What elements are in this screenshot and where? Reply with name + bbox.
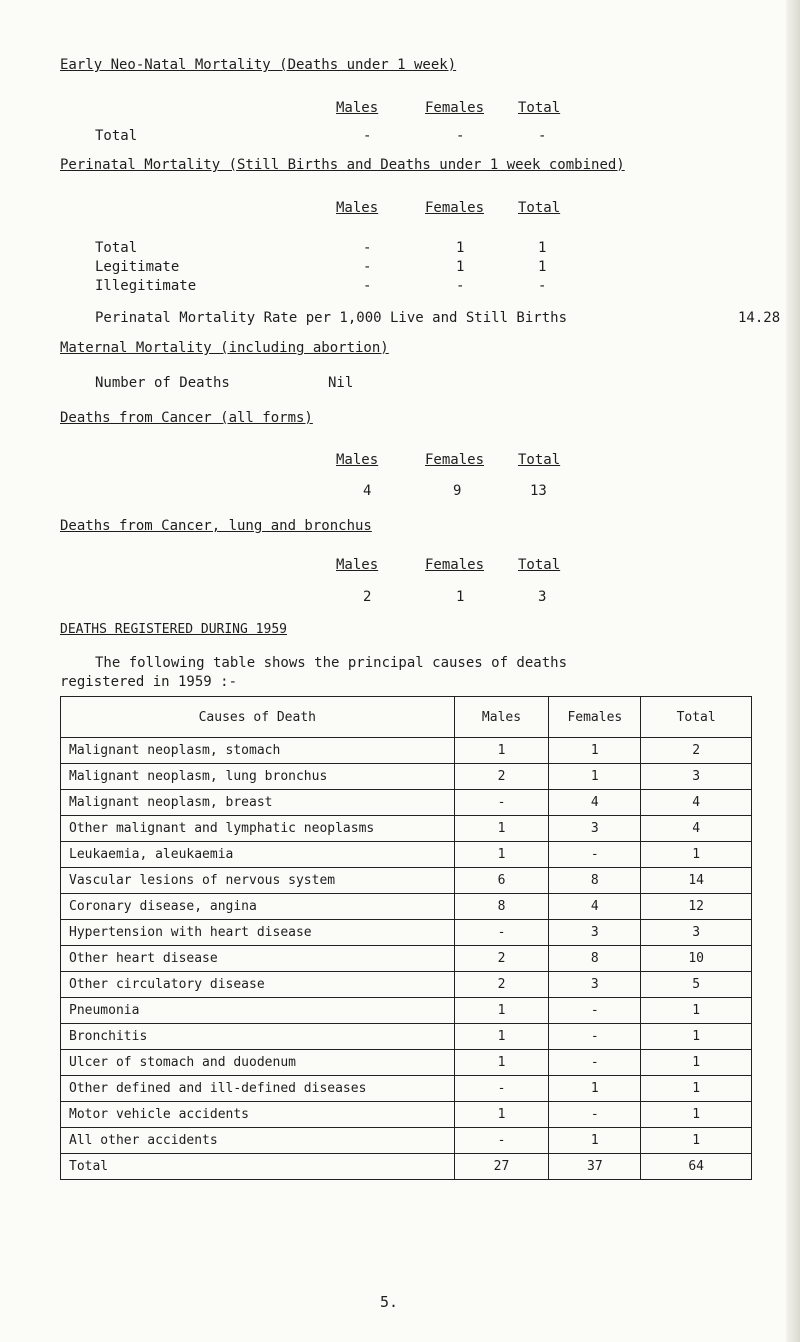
table-header-row	[61, 697, 752, 738]
cell-males: 1	[454, 998, 549, 1024]
table-row	[61, 842, 752, 868]
table-row	[61, 894, 752, 920]
table-row	[61, 1050, 752, 1076]
table-row	[61, 998, 752, 1024]
cell-males: 6	[454, 868, 549, 894]
neo-natal-header-males: Males	[336, 100, 379, 116]
cell-males: -	[454, 920, 549, 946]
neo-natal-total: -	[538, 128, 547, 144]
cell-total: 1	[641, 1050, 752, 1076]
total-males: 27	[454, 1154, 549, 1180]
cancer-all-header-females: Females	[425, 452, 485, 468]
cancer-lung-title: Deaths from Cancer, lung and bronchus	[60, 518, 372, 534]
perinatal-title: Perinatal Mortality (Still Births and Deaths under 1 week combined)	[60, 157, 625, 173]
cell-total: 3	[641, 920, 752, 946]
cell-total: 1	[641, 842, 752, 868]
cell-females: 3	[549, 816, 641, 842]
table-total-row	[61, 1154, 752, 1180]
header-cause: Causes of Death	[61, 697, 455, 738]
perinatal-row-males: -	[363, 278, 372, 294]
cell-total: 3	[641, 764, 752, 790]
cell-males: 1	[454, 1050, 549, 1076]
neo-natal-total-label: Total	[95, 128, 138, 144]
maternal-value: Nil	[328, 375, 354, 391]
table-row	[61, 920, 752, 946]
cancer-all-total: 13	[530, 483, 547, 499]
cell-total: 4	[641, 790, 752, 816]
cell-males: 1	[454, 738, 549, 764]
cell-males: 1	[454, 1102, 549, 1128]
table-row	[61, 790, 752, 816]
cell-cause: Other circulatory disease	[61, 972, 455, 998]
total-females: 37	[549, 1154, 641, 1180]
cancer-lung-total: 3	[538, 589, 547, 605]
perinatal-row-label: Legitimate	[95, 259, 180, 275]
perinatal-row-females: -	[456, 278, 465, 294]
cell-females: 1	[549, 1128, 641, 1154]
perinatal-rate-label: Perinatal Mortality Rate per 1,000 Live and Still Births	[95, 310, 568, 326]
table-row	[61, 1076, 752, 1102]
maternal-label: Number of Deaths	[95, 375, 230, 391]
cell-cause: Leukaemia, aleukaemia	[61, 842, 455, 868]
page-edge-shadow	[786, 0, 800, 1342]
cell-males: 2	[454, 764, 549, 790]
cell-total: 1	[641, 1102, 752, 1128]
maternal-title: Maternal Mortality (including abortion)	[60, 340, 389, 356]
cell-males: 8	[454, 894, 549, 920]
cell-males: -	[454, 1076, 549, 1102]
cancer-all-females: 9	[453, 483, 462, 499]
cell-total: 12	[641, 894, 752, 920]
perinatal-row-females: 1	[456, 259, 465, 275]
perinatal-row-label: Total	[95, 240, 138, 256]
neo-natal-header-total: Total	[518, 100, 561, 116]
cell-total: 2	[641, 738, 752, 764]
table-row	[61, 764, 752, 790]
cell-cause: Other malignant and lymphatic neoplasms	[61, 816, 455, 842]
header-males: Males	[454, 697, 549, 738]
cell-males: 2	[454, 972, 549, 998]
cell-females: 3	[549, 972, 641, 998]
cancer-lung-header-males: Males	[336, 557, 379, 573]
cell-females: 4	[549, 790, 641, 816]
cell-males: -	[454, 1128, 549, 1154]
cell-females: 4	[549, 894, 641, 920]
perinatal-header-females: Females	[425, 200, 485, 216]
table-row	[61, 1024, 752, 1050]
cell-total: 4	[641, 816, 752, 842]
neo-natal-males: -	[363, 128, 372, 144]
cell-females: -	[549, 1050, 641, 1076]
header-females: Females	[549, 697, 641, 738]
neo-natal-header-females: Females	[425, 100, 485, 116]
cell-females: 1	[549, 738, 641, 764]
table-row	[61, 816, 752, 842]
cell-total: 1	[641, 1076, 752, 1102]
cell-total: 1	[641, 998, 752, 1024]
perinatal-row-males: -	[363, 240, 372, 256]
table-row	[61, 868, 752, 894]
registered-intro-line2: registered in 1959 :-	[60, 674, 238, 690]
cell-males: 1	[454, 816, 549, 842]
cell-females: -	[549, 842, 641, 868]
total-total: 64	[641, 1154, 752, 1180]
cell-cause: Coronary disease, angina	[61, 894, 455, 920]
neo-natal-title: Early Neo-Natal Mortality (Deaths under 1 week)	[60, 57, 457, 73]
cancer-all-males: 4	[363, 483, 372, 499]
cancer-lung-males: 2	[363, 589, 372, 605]
cancer-all-header-males: Males	[336, 452, 379, 468]
cell-females: 1	[549, 1076, 641, 1102]
cancer-lung-header-total: Total	[518, 557, 561, 573]
cell-females: -	[549, 998, 641, 1024]
perinatal-row-males: -	[363, 259, 372, 275]
table-row	[61, 1102, 752, 1128]
cell-cause: Malignant neoplasm, lung bronchus	[61, 764, 455, 790]
cell-males: 1	[454, 1024, 549, 1050]
cell-total: 5	[641, 972, 752, 998]
table-row	[61, 946, 752, 972]
table-row	[61, 1128, 752, 1154]
cell-males: 2	[454, 946, 549, 972]
cell-cause: Pneumonia	[61, 998, 455, 1024]
cancer-all-header-total: Total	[518, 452, 561, 468]
cell-females: 1	[549, 764, 641, 790]
cell-cause: Other defined and ill-defined diseases	[61, 1076, 455, 1102]
cell-cause: All other accidents	[61, 1128, 455, 1154]
registered-title: DEATHS REGISTERED DURING 1959	[60, 622, 287, 637]
cell-cause: Hypertension with heart disease	[61, 920, 455, 946]
cell-cause: Bronchitis	[61, 1024, 455, 1050]
cell-cause: Malignant neoplasm, breast	[61, 790, 455, 816]
cell-total: 10	[641, 946, 752, 972]
cell-females: 8	[549, 946, 641, 972]
cell-females: 3	[549, 920, 641, 946]
cancer-lung-header-females: Females	[425, 557, 485, 573]
cell-cause: Malignant neoplasm, stomach	[61, 738, 455, 764]
registered-intro-line1: The following table shows the principal causes of deaths	[95, 655, 568, 671]
perinatal-row-total: -	[538, 278, 547, 294]
perinatal-row-females: 1	[456, 240, 465, 256]
page-number: 5.	[380, 1293, 399, 1311]
perinatal-row-label: Illegitimate	[95, 278, 197, 294]
perinatal-row-total: 1	[538, 240, 547, 256]
cell-females: -	[549, 1102, 641, 1128]
perinatal-header-total: Total	[518, 200, 561, 216]
cell-cause: Vascular lesions of nervous system	[61, 868, 455, 894]
perinatal-header-males: Males	[336, 200, 379, 216]
cell-females: 8	[549, 868, 641, 894]
causes-of-death-table	[60, 696, 752, 1180]
cell-cause: Motor vehicle accidents	[61, 1102, 455, 1128]
perinatal-row-total: 1	[538, 259, 547, 275]
header-total: Total	[641, 697, 752, 738]
cell-total: 1	[641, 1128, 752, 1154]
table-row	[61, 972, 752, 998]
cell-cause: Ulcer of stomach and duodenum	[61, 1050, 455, 1076]
cell-cause: Other heart disease	[61, 946, 455, 972]
total-cause: Total	[61, 1154, 455, 1180]
cell-males: -	[454, 790, 549, 816]
neo-natal-females: -	[456, 128, 465, 144]
cell-males: 1	[454, 842, 549, 868]
cancer-lung-females: 1	[456, 589, 465, 605]
perinatal-rate-value: 14.28	[738, 310, 781, 326]
cell-total: 1	[641, 1024, 752, 1050]
cell-females: -	[549, 1024, 641, 1050]
cell-total: 14	[641, 868, 752, 894]
table-row	[61, 738, 752, 764]
cancer-all-title: Deaths from Cancer (all forms)	[60, 410, 313, 426]
